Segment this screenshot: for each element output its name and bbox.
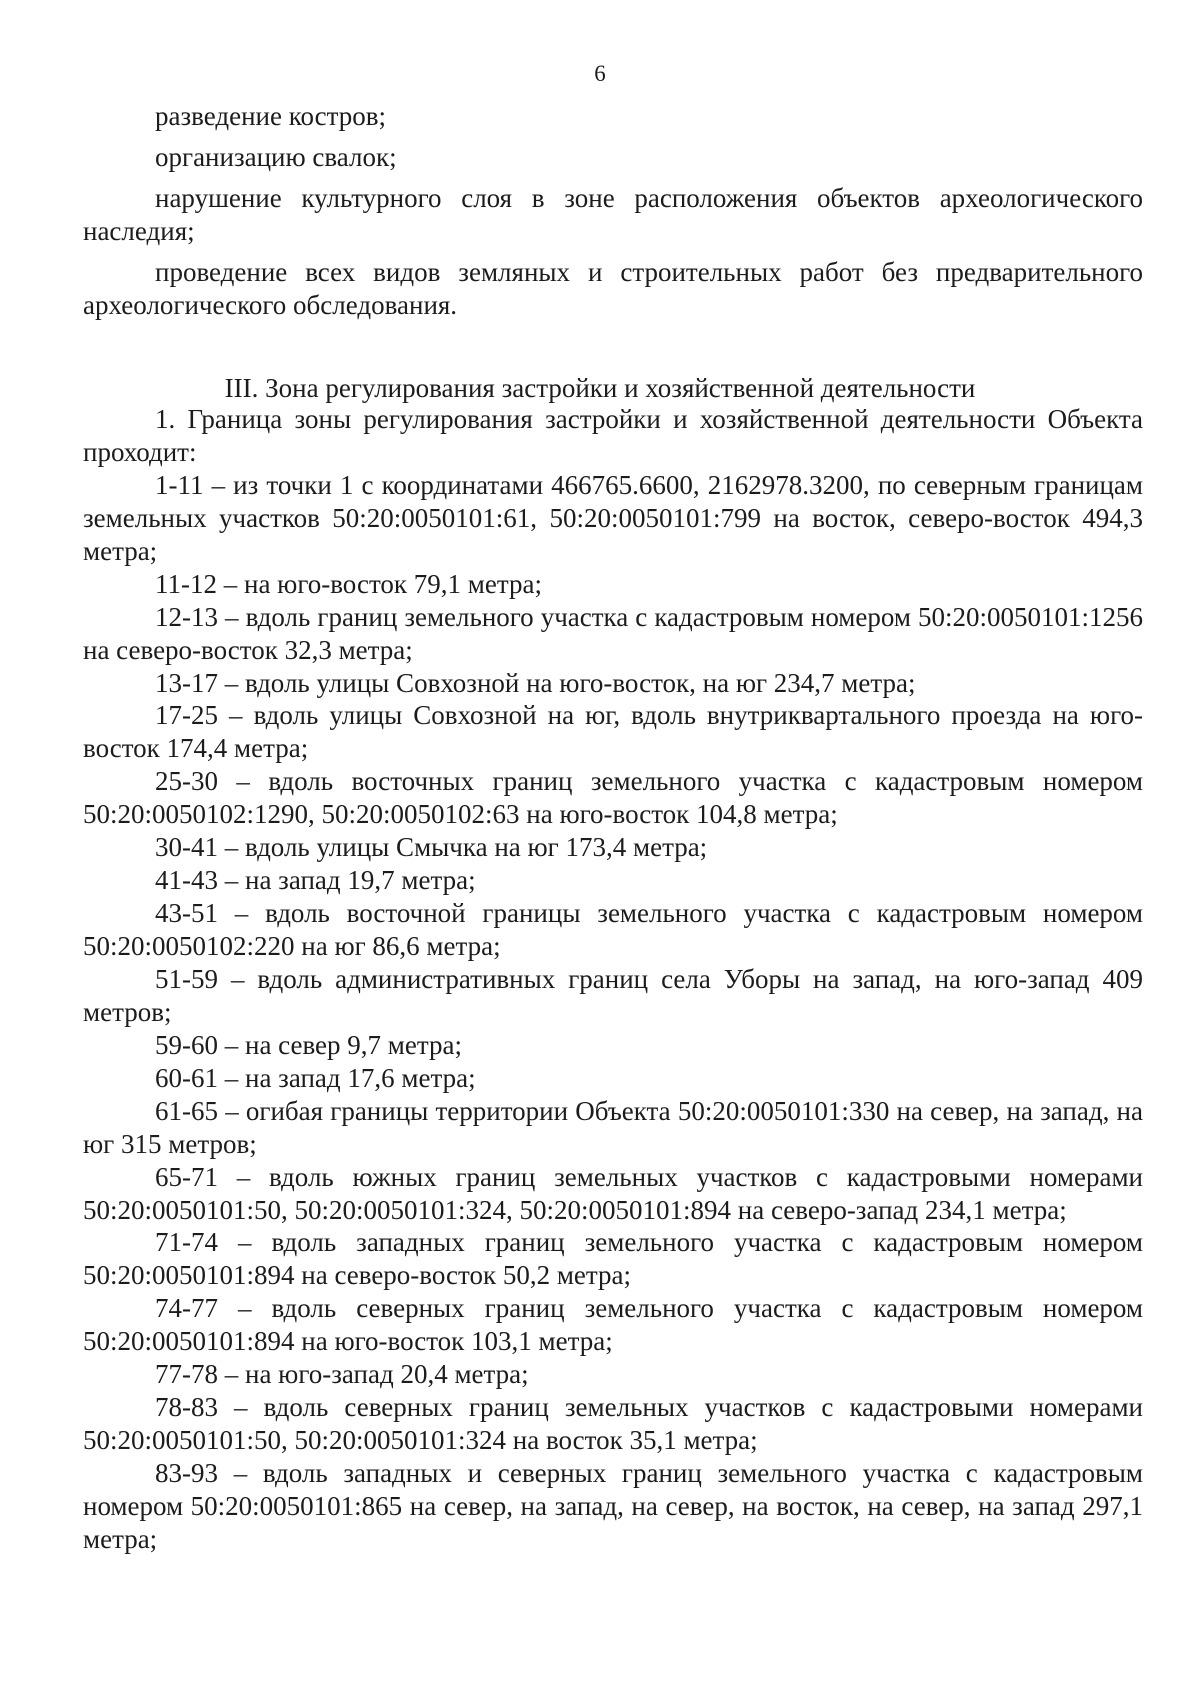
list-item: разведение костров;	[155, 101, 387, 131]
paragraph: 77-78 – на юго-запад 20,4 метра;	[155, 1359, 529, 1390]
paragraph: 60-61 – на запад 17,6 метра;	[155, 1062, 476, 1093]
paragraph: 17-25 – вдоль улицы Совхозной на юг, вдоль внутриквартального проезда на юго-восток 174,4 метра;	[83, 700, 1143, 764]
paragraph: 51-59 – вдоль административных границ села Уборы на запад, на юго-запад 409 метров;	[83, 963, 1143, 1027]
prohibitions-list	[83, 100, 1143, 322]
section-heading: III. Зона регулирования застройки и хозяйственной деятельности	[224, 373, 976, 403]
list-item: проведение всех видов земляных и строительных работ без предварительного археологического обследования.	[83, 256, 1143, 320]
paragraph: 13-17 – вдоль улицы Совхозной на юго-восток, на юг 234,7 метра;	[155, 667, 916, 698]
paragraph: 41-43 – на запад 19,7 метра;	[155, 865, 476, 896]
paragraph: 1. Граница зоны регулирования застройки и хозяйственной деятельности Объекта проходит:	[83, 404, 1143, 467]
paragraph: 71-74 – вдоль западных границ земельного участка с кадастровым номером 50:20:0050101:894 на северо-восток 50,2 метра;	[83, 1227, 1143, 1291]
paragraph: 59-60 – на север 9,7 метра;	[155, 1029, 462, 1060]
paragraph: 43-51 – вдоль восточной границы земельного участка с кадастровым номером 50:20:0050102:220 на юг 86,6 метра;	[83, 898, 1143, 961]
paragraph: 11-12 – на юго-восток 79,1 метра;	[155, 568, 542, 599]
paragraph: 61-65 – огибая границы территории Объекта 50:20:0050101:330 на север, на запад, на юг 315 метров;	[83, 1095, 1143, 1159]
list-item: нарушение культурного слоя в зоне расположения объектов археологического наследия;	[83, 182, 1143, 246]
boundary-description	[83, 403, 1143, 1556]
paragraph: 12-13 – вдоль границ земельного участка с кадастровым номером 50:20:0050101:1256 на северо-восток 32,3 метра;	[83, 601, 1143, 665]
paragraph: 74-77 – вдоль северных границ земельного участка с кадастровым номером 50:20:0050101:894 на юго-восток 103,1 метра;	[83, 1293, 1143, 1357]
paragraph: 83-93 – вдоль западных и северных границ земельного участка с кадастровым номером 50:20:0050101:865 на север, на запад, на север, на восток, на север, на запад 297,1 метра;	[83, 1458, 1143, 1554]
paragraph: 1-11 – из точки 1 с координатами 466765.6600, 2162978.3200, по северным границам земельных участков 50:20:0050101:61, 50:20:0050101:799 на восток, северо-восток 494,3 метра;	[83, 469, 1143, 566]
paragraph: 30-41 – вдоль улицы Смычка на юг 173,4 метра;	[155, 832, 708, 863]
list-item: организацию свалок;	[155, 141, 397, 172]
paragraph: 25-30 – вдоль восточных границ земельного участка с кадастровым номером 50:20:0050102:1290, 50:20:0050102:63 на юго-восток 104,8 метра;	[83, 766, 1143, 830]
page-number: 6	[594, 61, 606, 86]
paragraph: 65-71 – вдоль южных границ земельных участков с кадастровыми номерами 50:20:0050101:50, 50:20:0050101:324, 50:20:0050101:894 на северо-запад 234,1 метра;	[83, 1161, 1143, 1225]
paragraph: 78-83 – вдоль северных границ земельных участков с кадастровыми номерами 50:20:0050101:50, 50:20:0050101:324 на восток 35,1 метра;	[83, 1392, 1143, 1456]
